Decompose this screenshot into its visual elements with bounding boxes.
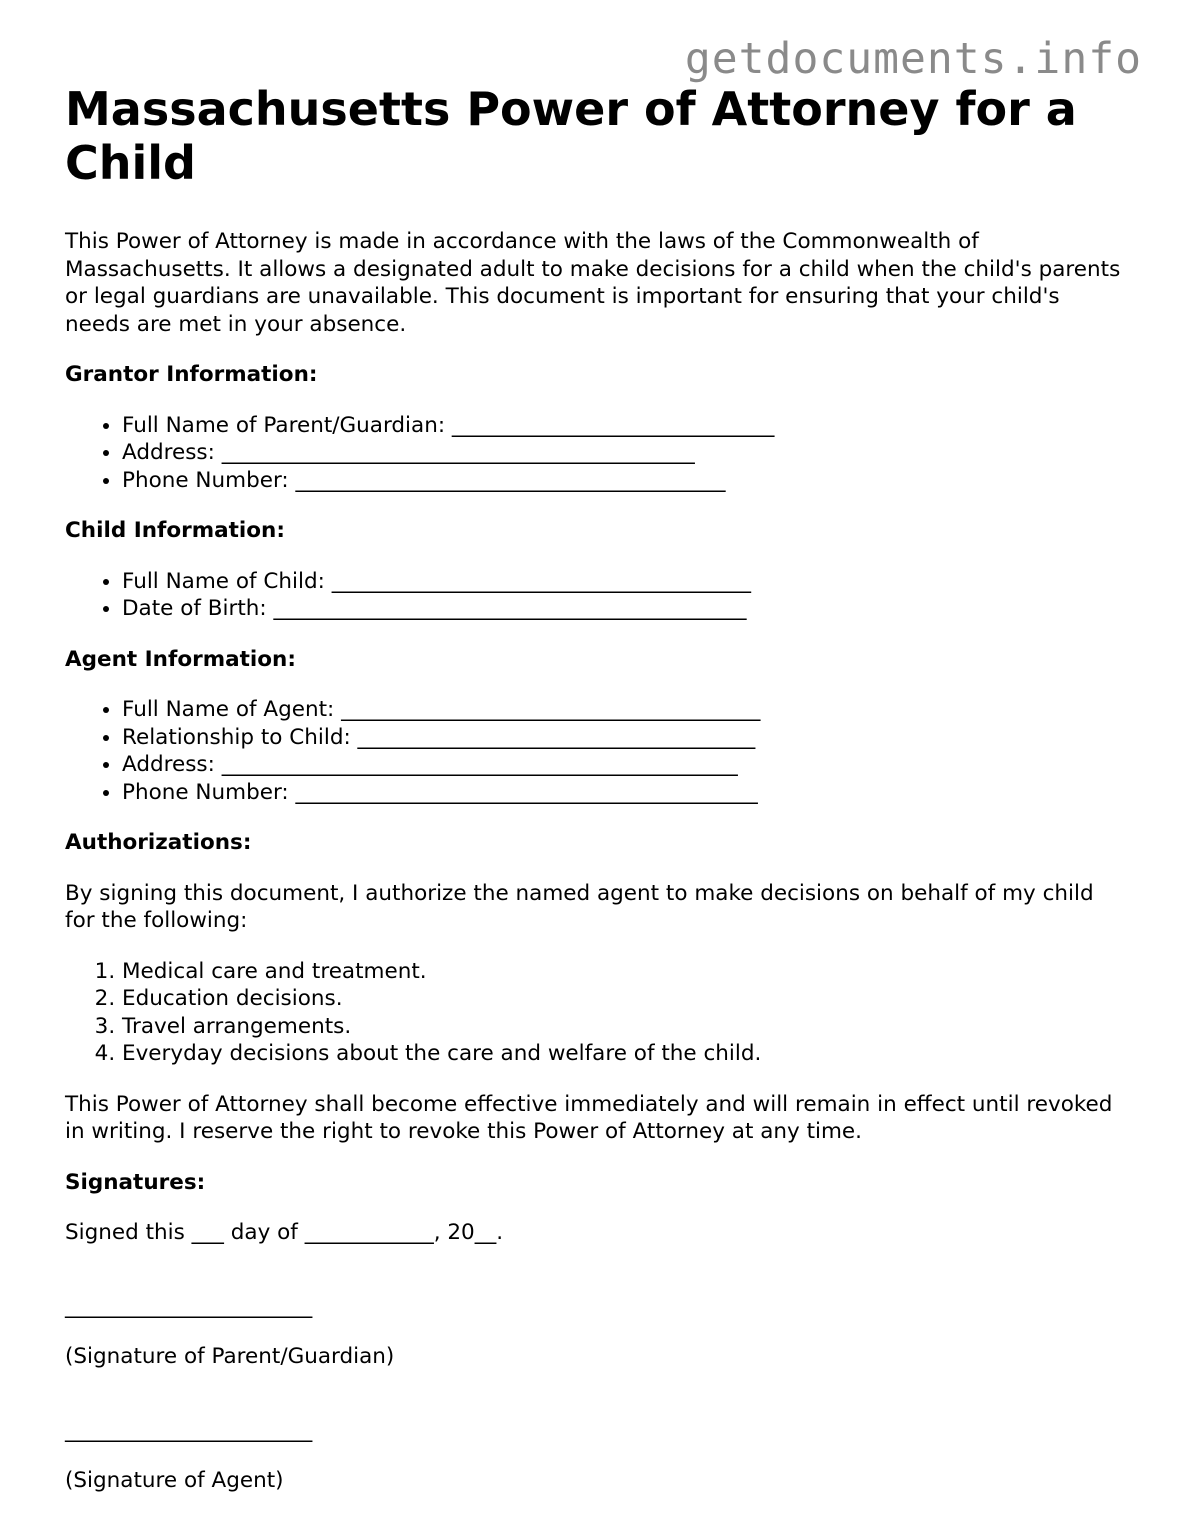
- intro-paragraph: This Power of Attorney is made in accordance with the laws of the Commonwealth of Massachusetts. It allows a designated adult to make decisions for a child when the child's parents or legal guardians are unavailable. This document is important for ensuring that your child's needs are met in your absence.: [65, 229, 1121, 337]
- grantor-list: [65, 412, 1125, 495]
- authorization-item: 1. Medical care and treatment.: [122, 958, 1125, 986]
- child-list: [65, 568, 1125, 623]
- watermark-logo: getdocuments.info: [684, 34, 1142, 84]
- authorization-item: 4. Everyday decisions about the care and welfare of the child.: [122, 1040, 1125, 1068]
- child-name-field[interactable]: • Full Name of Child: _______________________________________: [122, 568, 1125, 596]
- authorization-item: 3. Travel arrangements.: [122, 1013, 1125, 1041]
- agent-relationship-field[interactable]: • Relationship to Child: _____________________________________: [122, 724, 1125, 752]
- agent-address-field[interactable]: • Address: ________________________________________________: [122, 751, 1125, 779]
- agent-signature-line[interactable]: _______________________: [65, 1417, 313, 1443]
- signed-date-line[interactable]: Signed this ___ day of ____________, 20__.: [65, 1220, 504, 1245]
- authorizations-heading: Authorizations:: [65, 830, 252, 855]
- document-body: [65, 82, 1125, 1518]
- grantor-phone-field[interactable]: • Phone Number: ________________________________________: [122, 467, 1125, 495]
- effective-paragraph: This Power of Attorney shall become effective immediately and will remain in effect until revoked in writing. I reserve the right to revoke this Power of Attorney at any time.: [65, 1091, 1113, 1144]
- child-heading: Child Information:: [65, 518, 285, 543]
- parent-signature-line[interactable]: _______________________: [65, 1293, 313, 1319]
- document-title: Massachusetts Power of Attorney for a Child: [65, 82, 1077, 190]
- agent-heading: Agent Information:: [65, 646, 296, 672]
- grantor-heading: Grantor Information:: [65, 362, 318, 387]
- grantor-name-field[interactable]: • Full Name of Parent/Guardian: ______________________________: [122, 412, 1125, 440]
- authorizations-intro: By signing this document, I authorize the named agent to make decisions on behalf of my child for the following:: [65, 880, 1094, 933]
- agent-name-field[interactable]: • Full Name of Agent: _______________________________________: [122, 696, 1125, 724]
- child-dob-field[interactable]: • Date of Birth: ____________________________________________: [122, 595, 1125, 623]
- signatures-heading: Signatures:: [65, 1169, 206, 1195]
- agent-list: [65, 696, 1125, 806]
- authorization-item: 2. Education decisions.: [122, 985, 1125, 1013]
- parent-signature-label: (Signature of Parent/Guardian): [65, 1344, 395, 1369]
- agent-phone-field[interactable]: • Phone Number: ___________________________________________: [122, 779, 1125, 807]
- authorizations-list: [65, 958, 1125, 1068]
- agent-signature-label: (Signature of Agent): [65, 1468, 284, 1493]
- grantor-address-field[interactable]: • Address: ____________________________________________: [122, 439, 1125, 467]
